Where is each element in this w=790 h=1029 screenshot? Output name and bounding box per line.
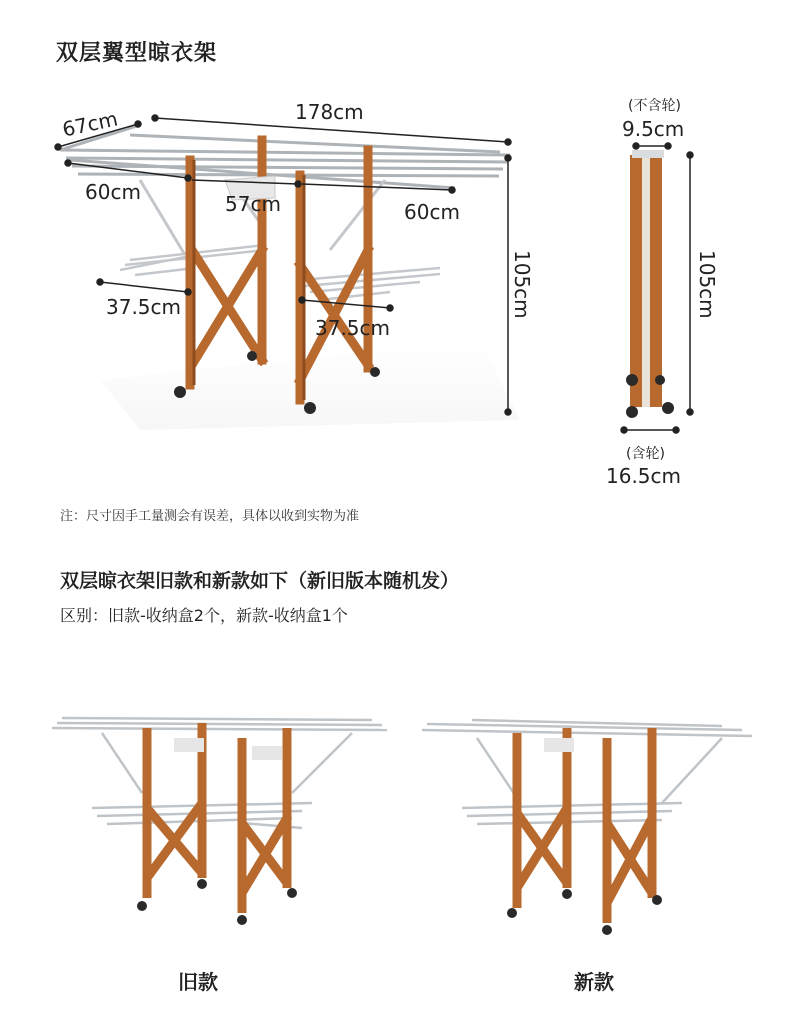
- middle-width-label: 57cm: [225, 192, 281, 216]
- folded-no-wheel-caption: (不含轮): [628, 98, 681, 114]
- total-width-label: 178cm: [295, 100, 364, 124]
- page-title: 双层翼型晾衣架: [56, 41, 218, 66]
- folded-height-label: 105cm: [695, 250, 719, 319]
- new-version-label: 新款: [574, 970, 614, 994]
- folded-with-wheel-caption: (含轮): [626, 446, 665, 462]
- old-version-label: 旧款: [178, 970, 218, 994]
- folded-with-wheel-value: 16.5cm: [606, 464, 682, 488]
- versions-heading: 双层晾衣架旧款和新款如下（新旧版本随机发）: [60, 570, 460, 592]
- folded-no-wheel-value: 9.5cm: [622, 117, 685, 141]
- right-wing-label: 60cm: [404, 200, 460, 224]
- height-label: 105cm: [510, 250, 534, 319]
- lower-drying-rail: [120, 245, 440, 300]
- measurement-note: 注：尺寸因手工量测会有误差，具体以收到实物为准: [60, 509, 360, 524]
- depth-label: 67cm: [60, 106, 120, 142]
- old-version-rack: [52, 718, 387, 925]
- top-drying-rail: [60, 125, 510, 188]
- left-wing-label: 60cm: [85, 180, 141, 204]
- folded-rack-illustration: [626, 150, 674, 418]
- versions-difference: 区别：旧款-收纳盒2个，新款-收纳盒1个: [60, 606, 348, 625]
- lower-left-wing-label: 37.5cm: [106, 295, 182, 319]
- lower-right-wing-label: 37.5cm: [315, 316, 391, 340]
- new-version-rack: [422, 720, 752, 935]
